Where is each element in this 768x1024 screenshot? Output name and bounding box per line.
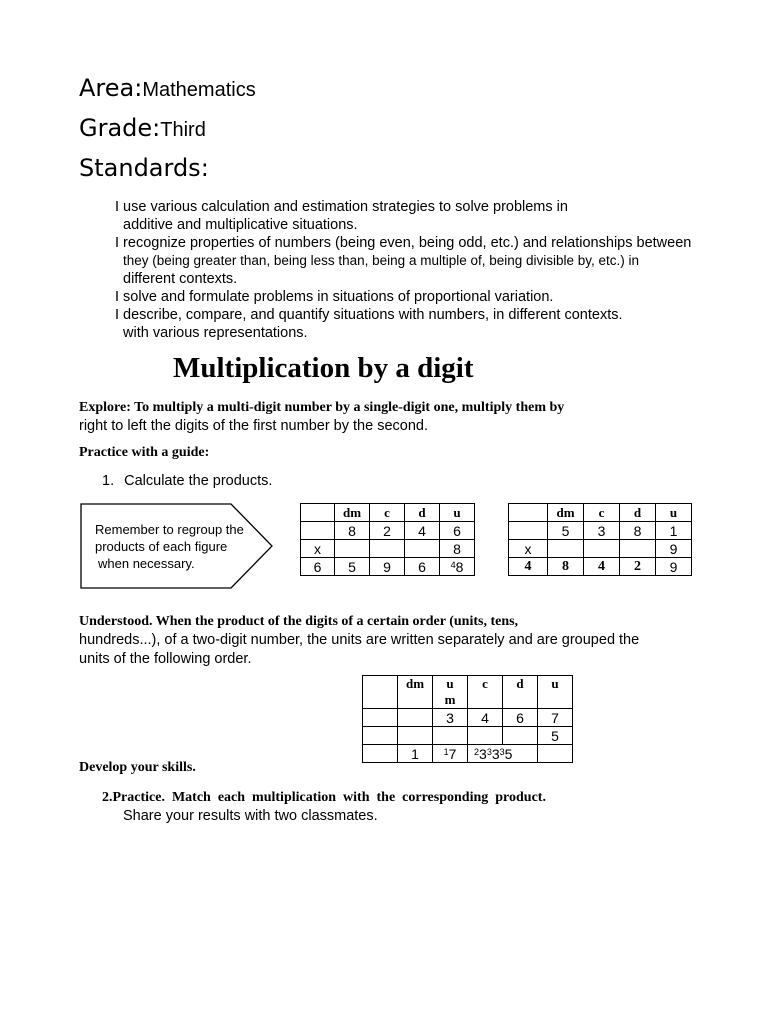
multiplication-table-3 bbox=[362, 675, 573, 763]
table-row: 6 5 9 6 $^4$8 bbox=[301, 558, 475, 576]
table-row: 3 4 6 7 bbox=[363, 709, 573, 727]
callout-text: Remember to regroup the products of each figure when necessary. bbox=[95, 522, 244, 571]
grade-line bbox=[79, 114, 206, 142]
table-row: 1 $^1$7 $^23^33^35$ bbox=[363, 745, 573, 763]
item-2-bold: 2.Practice. Match each multiplication with the corresponding product. bbox=[102, 790, 546, 805]
table-header-row: dm c d u bbox=[301, 504, 475, 522]
explore-bold: Explore: To multiply a multi-digit number by a single-digit one, multiply them by bbox=[79, 400, 565, 415]
item-1-text: Calculate the products. bbox=[124, 473, 273, 489]
item-2-text: Share your results with two classmates. bbox=[123, 808, 378, 824]
understood-paragraph: Understood. When the product of the digits of a certain order (units, tens, hundreds...), of a two-digit number, the units are written separately and are grouped the units of the following order. bbox=[79, 612, 739, 669]
item-1-number: 1. bbox=[102, 473, 115, 489]
develop-heading: Develop your skills. bbox=[79, 760, 196, 775]
carry-digit: 4 bbox=[450, 559, 456, 570]
grade-label: Grade: bbox=[79, 114, 161, 142]
table-row: 5 bbox=[363, 727, 573, 745]
practice-heading: Practice with a guide: bbox=[79, 445, 210, 460]
table-header-row: dm u m c d u bbox=[363, 676, 573, 709]
table-row: 8 2 4 6 bbox=[301, 522, 475, 540]
area-value: Mathematics bbox=[142, 79, 256, 101]
multiplication-table-1 bbox=[300, 503, 475, 576]
page-title: Multiplication by a digit bbox=[173, 352, 474, 384]
table-header-row: dm c d u bbox=[509, 504, 692, 522]
explore-text: right to left the digits of the first number by the second. bbox=[79, 418, 428, 434]
area-label: Area: bbox=[79, 74, 143, 102]
grade-value: Third bbox=[160, 119, 206, 141]
table-row: 5 3 8 1 bbox=[509, 522, 692, 540]
standard-item: I describe, compare, and quantify situations with numbers, in different contexts. with various representations. bbox=[115, 307, 623, 341]
standard-item: I use various calculation and estimation strategies to solve problems in additive and multiplicative situations. bbox=[115, 199, 568, 233]
item-2 bbox=[102, 788, 592, 826]
table-row: 4 8 4 2 9 bbox=[509, 558, 692, 576]
standards-label: Standards: bbox=[79, 154, 209, 182]
multiplication-table-2 bbox=[508, 503, 692, 576]
understood-bold: Understood. When the product of the digits of a certain order (units, tens, bbox=[79, 614, 519, 629]
area-line bbox=[79, 74, 256, 102]
standard-item: I solve and formulate problems in situations of proportional variation. bbox=[115, 289, 554, 305]
table-row: x 9 bbox=[509, 540, 692, 558]
explore-paragraph bbox=[79, 399, 739, 435]
item-1 bbox=[102, 473, 272, 489]
standard-item: I recognize properties of numbers (being even, being odd, etc.) and relationships between they (being greater than, being less than, being a multiple of, being divisible by, etc.) in different contexts. bbox=[115, 235, 692, 287]
table-row: x 8 bbox=[301, 540, 475, 558]
standards-list bbox=[102, 198, 742, 342]
